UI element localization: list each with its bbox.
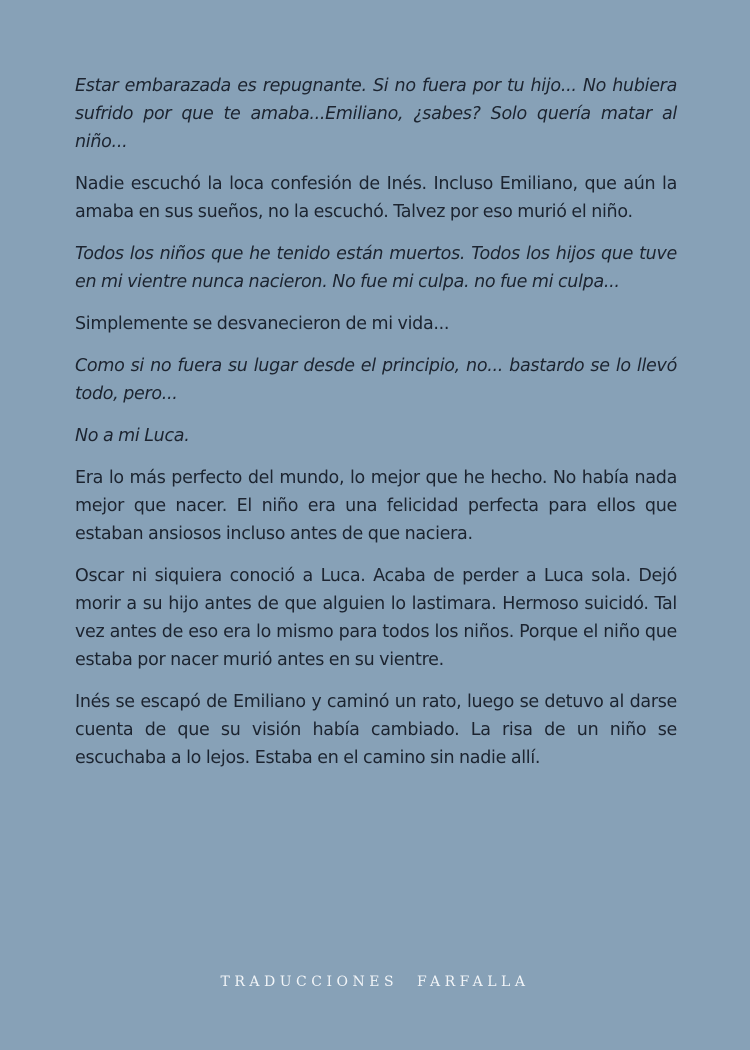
paragraph-italic-confession: Estar embarazada es repugnante. Si no fuera por tu hijo... No hubiera sufrido por que te amaba...Emiliano, ¿sabes? Solo quería matar al niño... <box>75 76 677 152</box>
paragraph-italic-thoughts: Todos los niños que he tenido están muertos. Todos los hijos que tuve en mi vientre nunca nacieron. No fue mi culpa. no fue mi culpa... <box>75 244 677 292</box>
page-body <box>75 72 677 786</box>
paragraph-ines-escape: Inés se escapó de Emiliano y caminó un rato, luego se detuvo al darse cuenta de que su visión había cambiado. La risa de un niño se escuchaba a lo lejos. Estaba en el camino sin nadie allí. <box>75 692 677 768</box>
paragraph-oscar: Oscar ni siquiera conoció a Luca. Acaba de perder a Luca sola. Dejó morir a su hijo antes de que alguien lo lastimara. Hermoso suicidó. Tal vez antes de eso era lo mismo para todos los niños. Porque el niño que estaba por nacer murió antes en su vientre. <box>75 566 677 670</box>
paragraph-italic-bastardo: Como si no fuera su lugar desde el principio, no... bastardo se lo llevó todo, pero... <box>75 356 677 404</box>
page-footer-credit: TRADUCCIONES FARFALLA <box>220 974 530 990</box>
paragraph-italic-luca: No a mi Luca. <box>75 426 190 446</box>
paragraph-perfect: Era lo más perfecto del mundo, lo mejor que he hecho. No había nada mejor que nacer. El niño era una felicidad perfecta para ellos que estaban ansiosos incluso antes de que naciera. <box>75 468 677 544</box>
paragraph-short: Simplemente se desvanecieron de mi vida... <box>75 314 450 334</box>
paragraph-narration: Nadie escuchó la loca confesión de Inés. Incluso Emiliano, que aún la amaba en sus sueños, no la escuchó. Talvez por eso murió el niño. <box>75 174 677 222</box>
